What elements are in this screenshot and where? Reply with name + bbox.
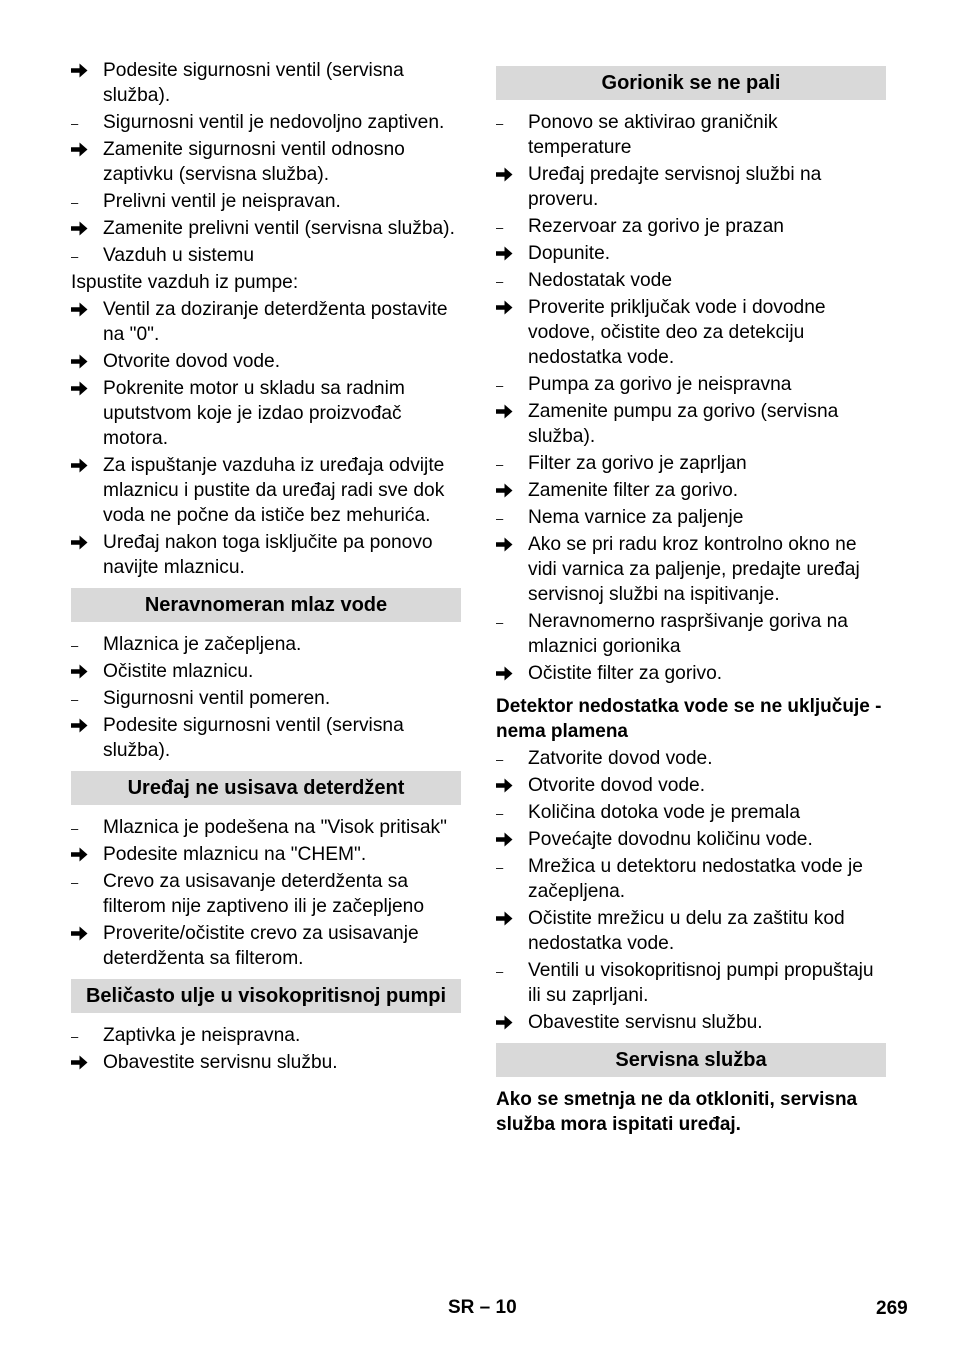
arrow-right-icon — [71, 216, 95, 236]
action-item — [496, 399, 886, 449]
sub-heading: Detektor nedostatka vode se ne uključuje - nema plamena — [496, 696, 882, 742]
dash-icon: – — [496, 752, 504, 767]
section-page-code: SR – 10 — [448, 1297, 517, 1318]
item-text: Prelivni ventil je neispravan. — [103, 191, 341, 212]
dash-icon: – — [71, 116, 79, 131]
cause-item — [496, 609, 886, 659]
action-item — [496, 295, 886, 370]
item-text: Sigurnosni ventil pomeren. — [103, 688, 331, 709]
cause-item — [496, 372, 886, 397]
cause-item — [496, 958, 886, 1008]
item-text: Obavestite servisnu službu. — [528, 1012, 763, 1033]
dash-icon: – — [71, 821, 79, 836]
arrow-right-icon — [496, 399, 520, 419]
item-text: Neravnomerno raspršivanje goriva na mlaznici gorionika — [528, 611, 848, 657]
page-number: 269 — [876, 1298, 908, 1319]
action-item — [71, 1050, 461, 1075]
dash-icon: – — [496, 806, 504, 821]
item-text: Podesite sigurnosni ventil (servisna služba). — [103, 715, 404, 761]
arrow-right-icon — [496, 162, 520, 182]
action-item — [71, 713, 461, 763]
item-text: Uređaj predajte servisnoj službi na proveru. — [528, 164, 822, 210]
section-heading: Neravnomeran mlaz vode — [71, 588, 461, 622]
cause-item — [496, 505, 886, 530]
dash-icon: – — [71, 875, 79, 890]
arrow-right-icon — [496, 827, 520, 847]
item-text: Nema varnice za paljenje — [528, 507, 744, 528]
arrow-right-icon — [496, 532, 520, 552]
item-text: Podesite mlaznicu na "CHEM". — [103, 844, 367, 865]
item-text: Ventili u visokopritisnoj pumpi propuštaju ili su zaprljani. — [528, 960, 874, 1006]
section-heading: Beličasto ulje u visokopritisnoj pumpi — [71, 979, 461, 1013]
item-text: Ako se pri radu kroz kontrolno okno ne vidi varnica za paljenje, predajte uređaj servisnoj službi na ispitivanje. — [528, 534, 860, 605]
item-text: Otvorite dovod vode. — [528, 775, 706, 796]
item-text: Proverite/očistite crevo za usisavanje deterdženta sa filterom. — [103, 923, 419, 969]
item-text: Sigurnosni ventil je nedovoljno zaptiven. — [103, 112, 445, 133]
arrow-right-icon — [496, 1010, 520, 1030]
arrow-right-icon — [496, 478, 520, 498]
cause-item — [71, 815, 461, 840]
section-heading: Servisna služba — [496, 1043, 886, 1077]
action-item — [496, 478, 886, 503]
dash-icon: – — [496, 964, 504, 979]
cause-item — [71, 686, 461, 711]
dash-icon: – — [496, 116, 504, 131]
item-text: Zatvorite dovod vode. — [528, 748, 713, 769]
paragraph: Ispustite vazduh iz pumpe: — [71, 272, 299, 293]
item-text: Očistite mlaznicu. — [103, 661, 254, 682]
action-item — [496, 532, 886, 607]
arrow-right-icon — [71, 349, 95, 369]
left-column — [71, 58, 461, 1077]
arrow-right-icon — [71, 1050, 95, 1070]
item-text: Mrežica u detektoru nedostatka vode je začepljena. — [528, 856, 863, 902]
cause-item — [496, 110, 886, 160]
arrow-right-icon — [496, 773, 520, 793]
arrow-right-icon — [71, 530, 95, 550]
cause-item — [71, 869, 461, 919]
item-text: Ventil za doziranje deterdženta postavite na "0". — [103, 299, 448, 345]
dash-icon: – — [71, 692, 79, 707]
action-item — [496, 661, 886, 686]
arrow-right-icon — [496, 661, 520, 681]
item-text: Očistite mrežicu u delu za zaštitu kod nedostatka vode. — [528, 908, 845, 954]
arrow-right-icon — [496, 906, 520, 926]
item-text: Filter za gorivo je zaprljan — [528, 453, 747, 474]
cause-item — [71, 1023, 461, 1048]
item-text: Proverite priključak vode i dovodne vodove, očistite deo za detekciju nedostatka vode. — [528, 297, 826, 368]
dash-icon: – — [71, 195, 79, 210]
cause-item — [496, 854, 886, 904]
action-item — [496, 1010, 886, 1035]
dash-icon: – — [496, 378, 504, 393]
action-item — [71, 297, 461, 347]
item-text: Mlaznica je začepljena. — [103, 634, 302, 655]
dash-icon: – — [71, 1029, 79, 1044]
cause-item — [496, 800, 886, 825]
arrow-right-icon — [71, 376, 95, 396]
action-item — [71, 137, 461, 187]
cause-item — [496, 214, 886, 239]
item-text: Zamenite filter za gorivo. — [528, 480, 739, 501]
dash-icon: – — [71, 249, 79, 264]
action-item — [71, 659, 461, 684]
item-text: Uređaj nakon toga isključite pa ponovo navijte mlaznicu. — [103, 532, 433, 578]
dash-icon: – — [496, 860, 504, 875]
arrow-right-icon — [71, 453, 95, 473]
item-text: Zamenite sigurnosni ventil odnosno zaptivku (servisna služba). — [103, 139, 405, 185]
action-item — [71, 58, 461, 108]
item-text: Zamenite pumpu za gorivo (servisna služba). — [528, 401, 839, 447]
cause-item — [71, 110, 461, 135]
action-item — [71, 921, 461, 971]
action-item — [496, 827, 886, 852]
item-text: Očistite filter za gorivo. — [528, 663, 723, 684]
item-text: Zaptivka je neispravna. — [103, 1025, 301, 1046]
arrow-right-icon — [71, 842, 95, 862]
dash-icon: – — [496, 511, 504, 526]
bold-paragraph: Ako se smetnja ne da otkloniti, servisna služba mora ispitati uređaj. — [496, 1089, 858, 1135]
dash-icon: – — [496, 457, 504, 472]
section-heading: Gorionik se ne pali — [496, 66, 886, 100]
item-text: Za ispuštanje vazduha iz uređaja odvijte mlaznicu i pustite da uređaj radi sve dok voda ne počne da ističe bez mehurića. — [103, 455, 445, 526]
action-item — [496, 162, 886, 212]
arrow-right-icon — [71, 58, 95, 78]
action-item — [71, 530, 461, 580]
action-item — [71, 453, 461, 528]
action-item — [496, 773, 886, 798]
item-text: Mlaznica je podešena na "Visok pritisak" — [103, 817, 447, 838]
arrow-right-icon — [71, 921, 95, 941]
arrow-right-icon — [496, 295, 520, 315]
dash-icon: – — [496, 274, 504, 289]
action-item — [496, 241, 886, 266]
cause-item — [496, 451, 886, 476]
action-item — [71, 349, 461, 374]
cause-item — [71, 243, 461, 268]
item-text: Vazduh u sistemu — [103, 245, 255, 266]
item-text: Dopunite. — [528, 243, 611, 264]
item-text: Rezervoar za gorivo je prazan — [528, 216, 784, 237]
item-text: Pokrenite motor u skladu sa radnim uputstvom koje je izdao proizvođač motora. — [103, 378, 405, 449]
arrow-right-icon — [71, 659, 95, 679]
arrow-right-icon — [496, 241, 520, 261]
action-item — [496, 906, 886, 956]
dash-icon: – — [71, 638, 79, 653]
cause-item — [496, 268, 886, 293]
cause-item — [496, 746, 886, 771]
dash-icon: – — [496, 220, 504, 235]
right-column — [496, 58, 886, 1137]
action-item — [71, 842, 461, 867]
action-item — [71, 216, 461, 241]
item-text: Zamenite prelivni ventil (servisna služba). — [103, 218, 455, 239]
item-text: Ponovo se aktivirao graničnik temperature — [528, 112, 778, 158]
item-text: Pumpa za gorivo je neispravna — [528, 374, 792, 395]
item-text: Povećajte dovodnu količinu vode. — [528, 829, 813, 850]
dash-icon: – — [496, 615, 504, 630]
item-text: Otvorite dovod vode. — [103, 351, 281, 372]
cause-item — [71, 189, 461, 214]
arrow-right-icon — [71, 713, 95, 733]
arrow-right-icon — [71, 297, 95, 317]
cause-item — [71, 632, 461, 657]
section-heading: Uređaj ne usisava deterdžent — [71, 771, 461, 805]
item-text: Crevo za usisavanje deterdženta sa filterom nije zaptiveno ili je začepljeno — [103, 871, 425, 917]
item-text: Nedostatak vode — [528, 270, 672, 291]
item-text: Količina dotoka vode je premala — [528, 802, 800, 823]
item-text: Podesite sigurnosni ventil (servisna služba). — [103, 60, 404, 106]
item-text: Obavestite servisnu službu. — [103, 1052, 338, 1073]
arrow-right-icon — [71, 137, 95, 157]
action-item — [71, 376, 461, 451]
